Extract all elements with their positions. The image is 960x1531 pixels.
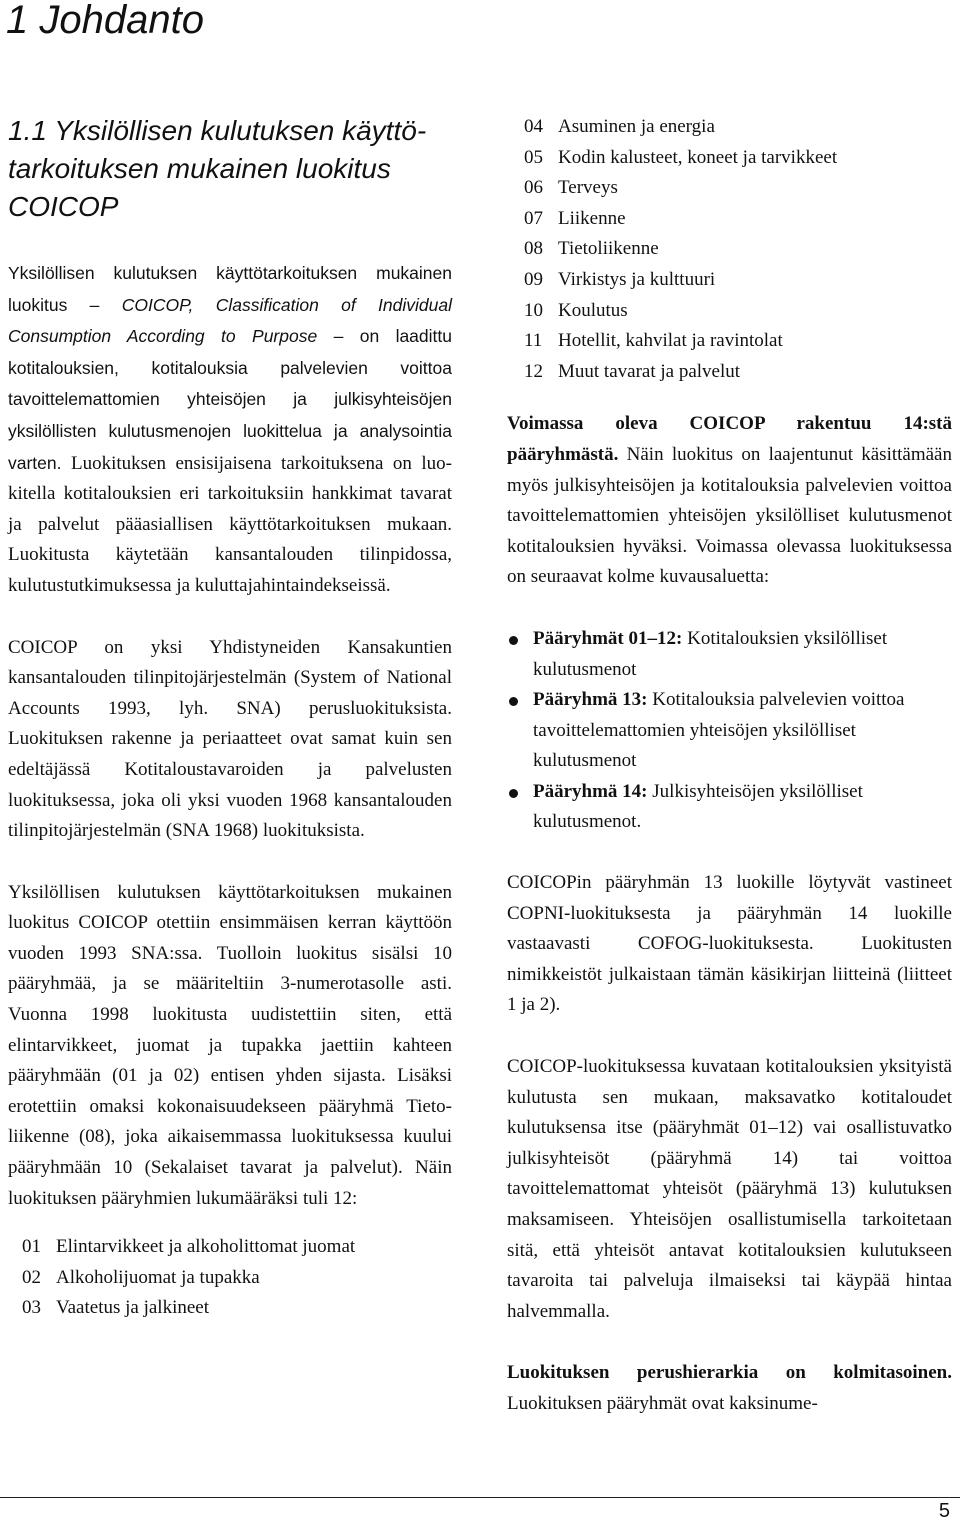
left-paragraph-1 <box>8 258 452 602</box>
right-paragraph-4-bold: Luokituksen perushierarkia on kolmitasoinen. <box>507 1362 952 1384</box>
main-group-list-left <box>8 1232 452 1324</box>
right-paragraph-4: Luokituksen perushierarkia on kolmitasoinen. Luokituksen pääryhmät ovat kaksinume- <box>507 1362 952 1414</box>
list-item: 01 Elintarvikkeet ja alkoholittomat juomat <box>22 1236 356 1258</box>
left-paragraph-3: Yksilöllisen kulutuksen käyttötarkoituksen mukainen luokitus COICOP otettiin ensimmäisen kerran käyttöön vuoden 1993 SNA:ssa. Tuolloin luokitus sisälsi 10 pääryhmää, ja se määriteltiin 3-numerotasolle asti. Vuonna 1998 luokitusta uudistettiin siten, että elintarvikkeet, juomat ja tupakka jaettiin kahteen pääryhmään (01 ja 02) entisen yhden sijasta. Lisäksi erotettiin omaksi kokonaisuudekseen pääryhmä Tietoliikenne (08), joka aikaisemmassa luokituksessa kuului pääryhmään 10 (Sekalaiset tavarat ja palvelut). Näin luokituksen pääryhmien lukumääräksi tuli 12: <box>8 881 452 1209</box>
chapter-heading: 1 Johdanto <box>6 0 204 42</box>
list-item: 10 Koulutus <box>524 299 628 321</box>
list-item: 06 Terveys <box>524 177 618 199</box>
right-paragraph-3: COICOP-luokituksessa kuvataan kotitalouksien yksityistä kulutusta sen mukaan, maksavatko kotitaloudet kulutuksensa itse (pääryhmät 01–12) vai osallistuvatko julkisyhteisöt (pääryhmä 14) tai voittoa tavoittelemattomat yhteisöt (pääryhmä 13) kulutuksen maksamiseen. Yhteisöjen osallistumisella tarkoitetaan sitä, että yhteisöt antavat kotitalouksien kulutukseen tavaroita tai palveluja ilmaiseksi tai käypää hintaa halvemmalla. <box>507 1056 952 1322</box>
bullet-item: Pääryhmä 14: Julkisyhteisöjen yksilölliset kulutusmenot. <box>507 777 952 838</box>
list-item: 04 Asuminen ja energia <box>524 116 715 137</box>
bullet-item: Pääryhmä 13: Kotitalouksia palvelevien voittoa tavoittelemattomien yhteisöjen yksilölliset kulutusmenot <box>507 685 952 777</box>
main-group-list-right <box>507 112 952 387</box>
right-paragraph-1-bold: Voimassa oleva COICOP rakentuu 14:stä pääryhmästä. <box>507 413 952 465</box>
right-paragraph-2: COICOPin pääryhmän 13 luokille löytyvät vastineet COPNI-luokituksesta ja pääryhmän 14 luokille vastaavasti COFOG-luokituksesta. Luokitusten nimikkeistöt julkaistaan tämän käsikirjan liitteinä (liitteet 1 ja 2). <box>507 872 952 1016</box>
left-paragraph-2: COICOP on yksi Yhdistyneiden Kansakuntien kansantalouden tilinpitojärjestelmän (System of National Accounts 1993, lyh. SNA) perusluokituksista. Luokituksen rakenne ja periaatteet ovat samat kuin sen edeltäjässä Kotitaloustavaroiden ja palvelusten luokituksessa, joka oli yksi vuoden 1968 kansantalouden tilinpitojärjestelmän (SNA 1968) luokituksista. <box>8 636 452 842</box>
intro-text: Yksilöllisen kulutuksen käyttötarkoituksen mukainen luokitus – <box>8 263 452 315</box>
section-heading: 1.1 Yksilöllisen kulutuksen käyttötarkoituksen mukainen luokitus COICOP <box>8 115 427 222</box>
coicop-full-name: COICOP, Classification of Individual Consumption According to Purpose <box>8 294 452 347</box>
list-item: 11 Hotellit, kahvilat ja ravintolat <box>524 330 783 352</box>
list-item: 08 Tietoliikenne <box>524 238 659 260</box>
bullet-item: Pääryhmät 01–12: Kotitalouksien yksilölliset kulutusmenot <box>507 624 952 685</box>
list-item: 03 Vaatetus ja jalkineet <box>22 1297 209 1319</box>
intro-purpose-text: – on laadittu kotitalouksien, kotitalouksia palvelevien voittoa tavoittelemattomien yhteisöjen ja julkisyhteisöjen yksilöllisten kulutusmenojen luokittelua ja analysointia varten. <box>8 326 452 473</box>
list-item: 02 Alkoholijuomat ja tupakka <box>22 1266 260 1288</box>
list-item: 09 Virkistys ja kulttuuri <box>524 268 716 290</box>
list-item: 07 Liikenne <box>524 207 626 229</box>
list-item: 12 Muut tavarat ja palvelut <box>524 360 741 382</box>
page-number: 5 <box>938 1500 950 1522</box>
footer-divider <box>0 1497 960 1498</box>
right-paragraph-1: Voimassa oleva COICOP rakentuu 14:stä pääryhmästä. Näin luokitus on laajentunut käsittämään myös julkisyhteisöjen ja kotitalouksia palvelevien voittoa tavoittelemattomien yhteisöjen yksilölliset kulutusmenot kotitalouksien hyväksi. Voimassa olevassa luokituksessa on seuraavat kolme kuvausaluetta: <box>507 413 952 588</box>
left-column <box>8 258 452 1354</box>
list-item: 05 Kodin kalusteet, koneet ja tarvikkeet <box>524 146 838 168</box>
right-column <box>507 112 952 1420</box>
intro-purpose-serif-text: Luokituksen ensisijaisena tarkoituksena on luokitella kotitalouksien eri tarkoituksiin hankkimat tavarat ja palvelut pääasiallisen käyttötarkoituksen mukaan. Luokitusta käytetään kansantalouden tilinpidossa, kulutustutkimuksessa ja kuluttajahintaindekseissä. <box>8 452 452 596</box>
coverage-bullet-list <box>507 624 952 838</box>
